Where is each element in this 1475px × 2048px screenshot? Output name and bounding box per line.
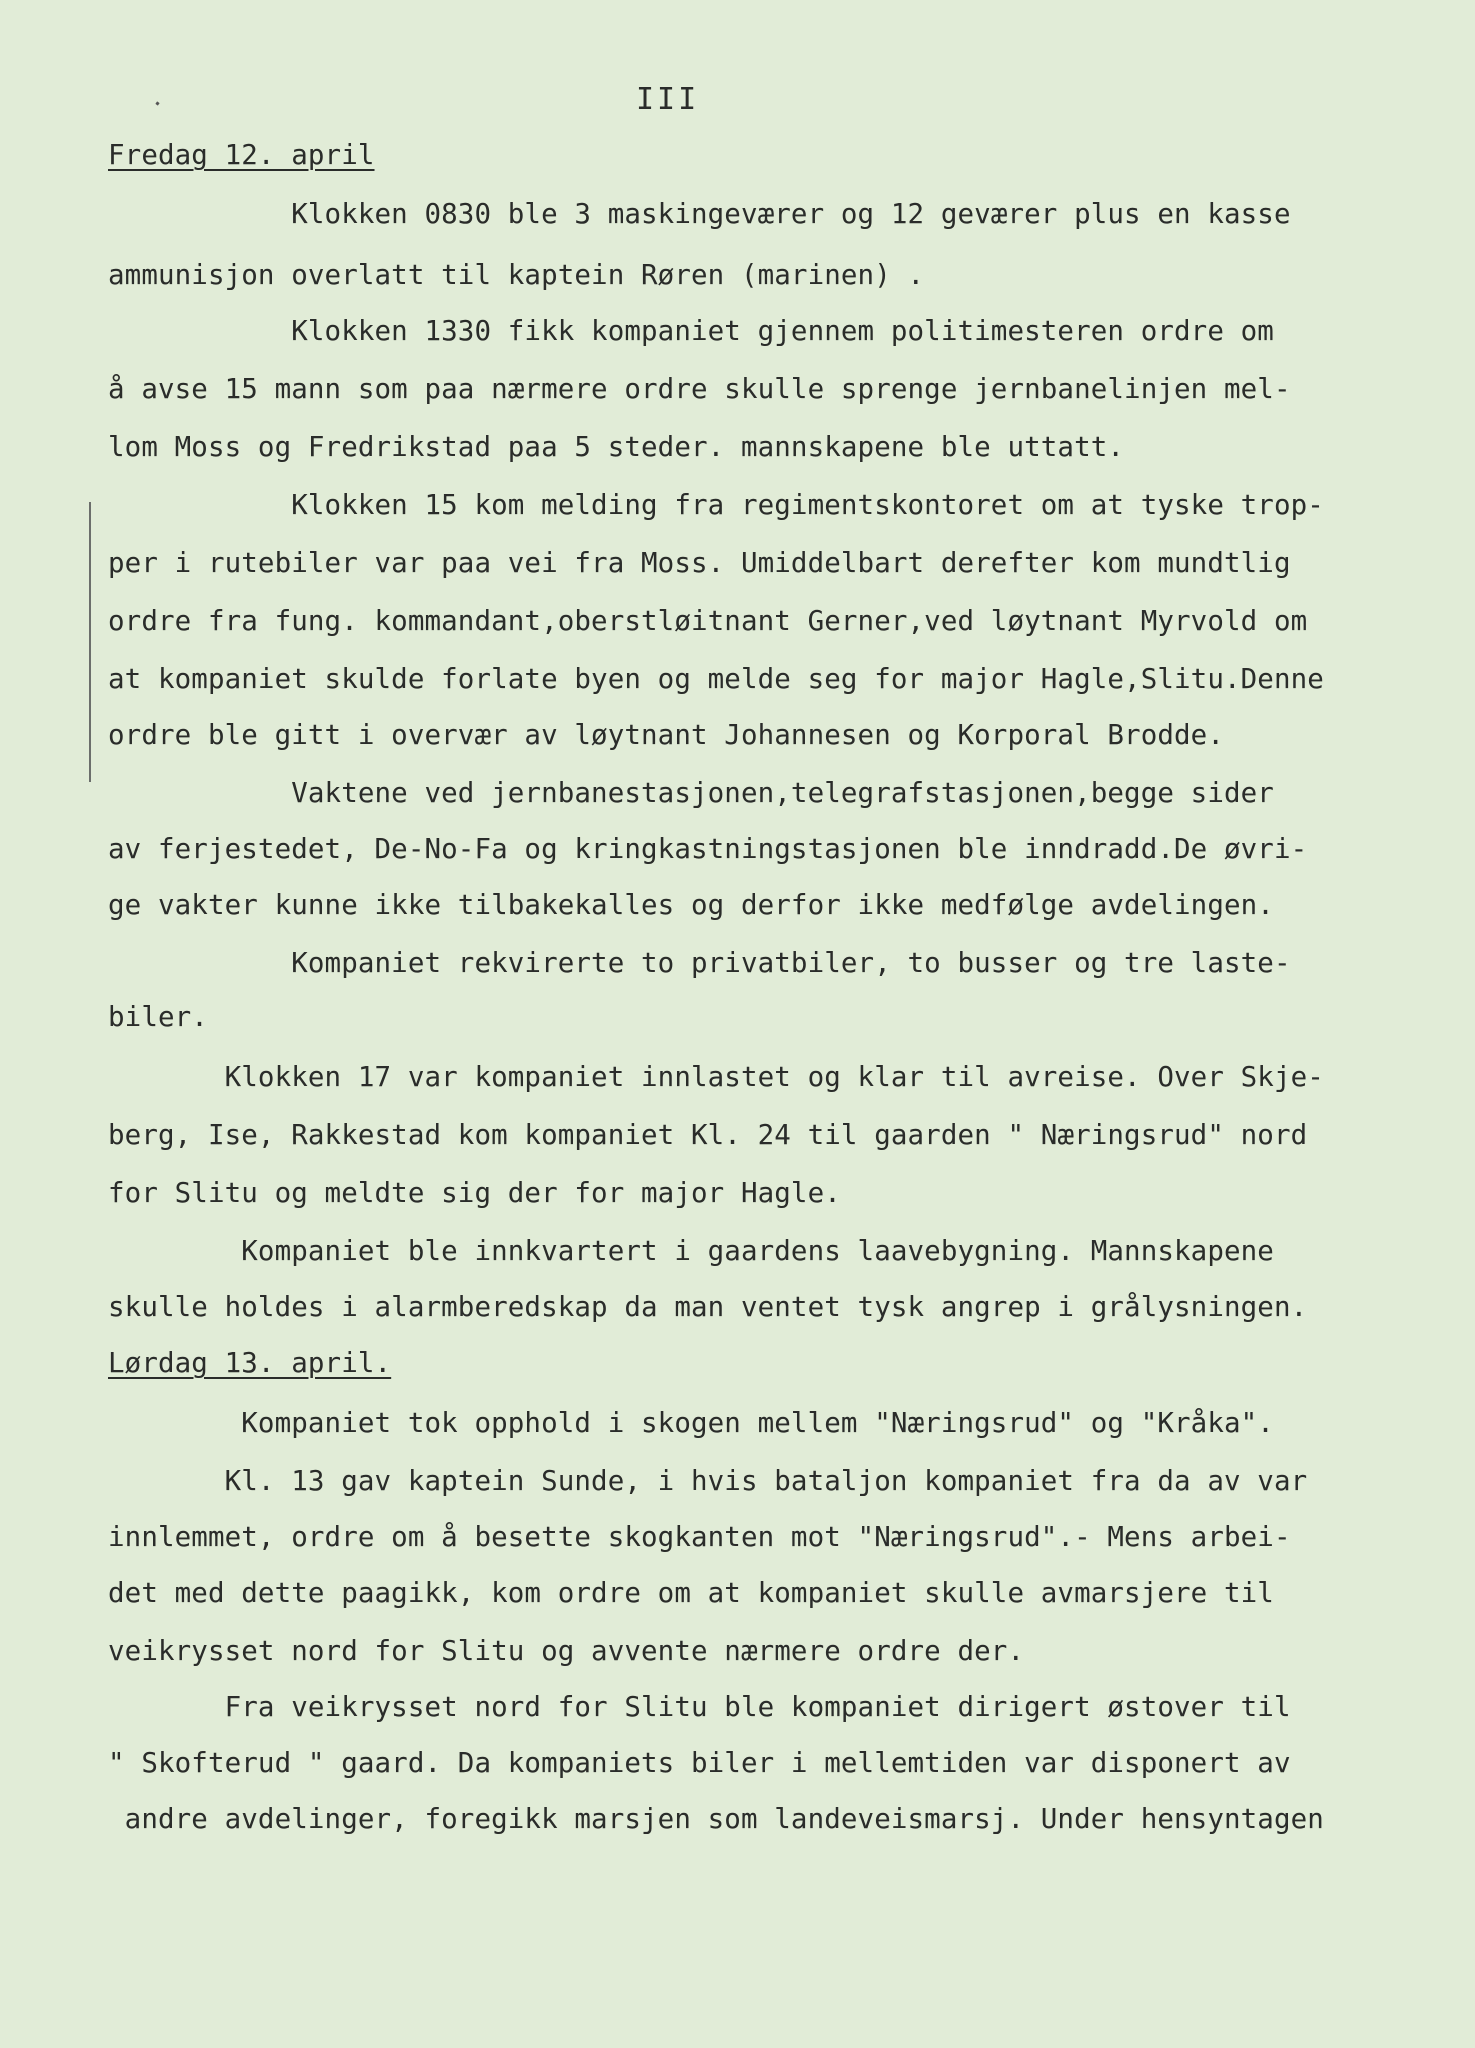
page-number: III	[636, 82, 700, 117]
margin-mark	[155, 101, 159, 105]
text-line: biler.	[108, 1001, 208, 1033]
date-heading-lordag: Lørdag 13. april.	[108, 1347, 392, 1379]
text-line: Vaktene ved jernbanestasjonen,telegrafstasjonen,begge sider	[108, 777, 1274, 809]
text-line: for Slitu og meldte sig der for major Hagle.	[108, 1177, 841, 1209]
text-line: at kompaniet skulde forlate byen og melde seg for major Hagle,Slitu.Denne	[108, 663, 1324, 695]
text-line: ammunisjon overlatt til kaptein Røren (marinen) .	[108, 259, 925, 291]
text-line: per i rutebiler var paa vei fra Moss. Umiddelbart derefter kom mundtlig	[108, 547, 1291, 579]
text-line: det med dette paagikk, kom ordre om at kompaniet skulle avmarsjere til	[108, 1577, 1274, 1609]
date-heading-fredag: Fredag 12. april	[108, 139, 375, 171]
text-line: Klokken 0830 ble 3 maskingeværer og 12 geværer plus en kasse	[108, 198, 1291, 230]
text-line: ordre fra fung. kommandant,oberstløitnant Gerner,ved løytnant Myrvold om	[108, 605, 1308, 637]
text-line: " Skofterud " gaard. Da kompaniets biler i mellemtiden var disponert av	[108, 1747, 1291, 1779]
text-line: Kompaniet tok opphold i skogen mellem "Næringsrud" og "Kråka".	[108, 1407, 1274, 1439]
text-line: Kompaniet rekvirerte to privatbiler, to busser og tre laste-	[108, 947, 1291, 979]
text-line: skulle holdes i alarmberedskap da man ventet tysk angrep i grålysningen.	[108, 1291, 1308, 1323]
text-line: Klokken 15 kom melding fra regimentskontoret om at tyske trop-	[108, 489, 1324, 521]
text-line: lom Moss og Fredrikstad paa 5 steder. mannskapene ble uttatt.	[108, 431, 1125, 463]
text-line: å avse 15 mann som paa nærmere ordre skulle sprenge jernbanelinjen mel-	[108, 373, 1291, 405]
text-line: ge vakter kunne ikke tilbakekalles og derfor ikke medfølge avdelingen.	[108, 889, 1274, 921]
text-line: ordre ble gitt i overvær av løytnant Johannesen og Korporal Brodde.	[108, 719, 1224, 751]
text-line: innlemmet, ordre om å besette skogkanten mot "Næringsrud".- Mens arbei-	[108, 1521, 1291, 1553]
text-line: Kompaniet ble innkvartert i gaardens laavebygning. Mannskapene	[108, 1235, 1274, 1267]
margin-bar	[89, 502, 91, 782]
text-line: av ferjestedet, De-No-Fa og kringkastningstasjonen ble inndradd.De øvri-	[108, 833, 1308, 865]
text-line: berg, Ise, Rakkestad kom kompaniet Kl. 24 til gaarden " Næringsrud" nord	[108, 1119, 1308, 1151]
text-line: veikrysset nord for Slitu og avvente nærmere ordre der.	[108, 1635, 1025, 1667]
text-line: andre avdelinger, foregikk marsjen som landeveismarsj. Under hensyntagen	[108, 1803, 1324, 1835]
text-line: Fra veikrysset nord for Slitu ble kompaniet dirigert østover til	[108, 1691, 1291, 1723]
text-line: Kl. 13 gav kaptein Sunde, i hvis bataljon kompaniet fra da av var	[108, 1465, 1308, 1497]
text-line: Klokken 17 var kompaniet innlastet og klar til avreise. Over Skje-	[108, 1061, 1324, 1093]
text-line: Klokken 1330 fikk kompaniet gjennem politimesteren ordre om	[108, 315, 1274, 347]
